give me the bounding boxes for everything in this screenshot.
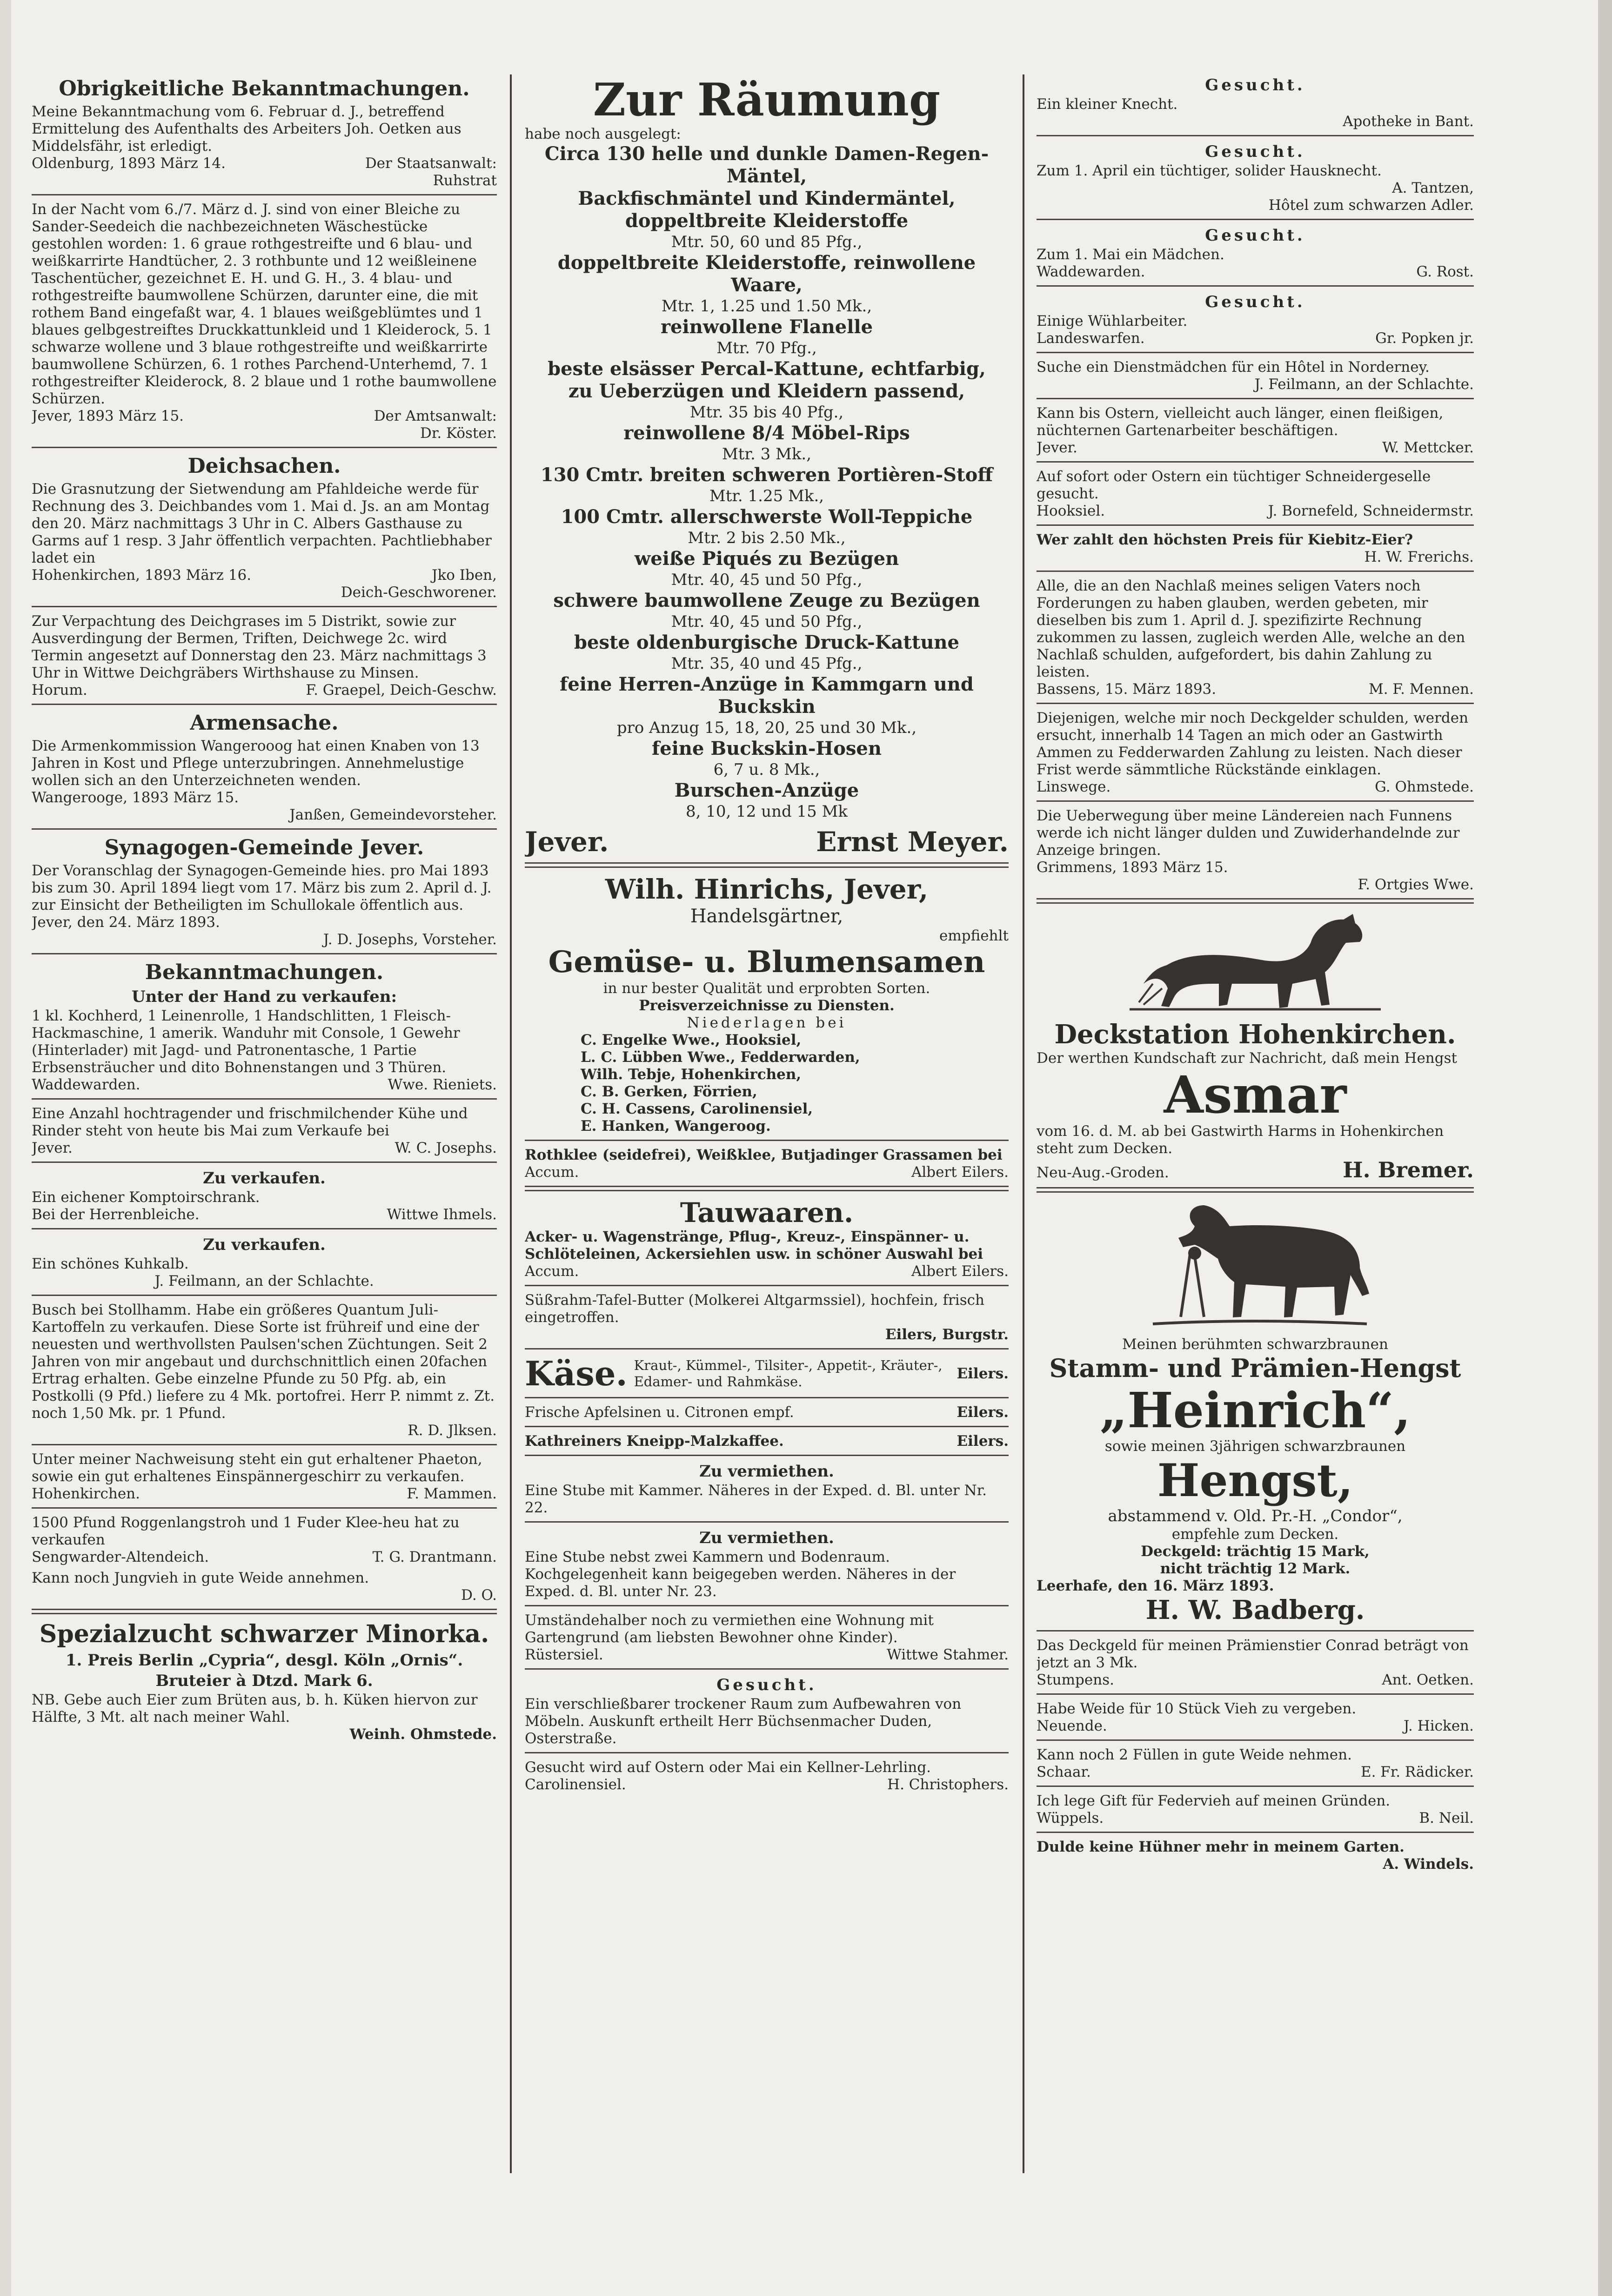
- notice-signature: B. Neil.: [1419, 1810, 1474, 1826]
- advert-line: abstammend v. Old. Pr.-H. „Condor“,: [1108, 1507, 1403, 1525]
- divider: [1037, 898, 1474, 904]
- advert-heading: Wilh. Hinrichs, Jever,: [605, 873, 929, 905]
- notice: [32, 201, 497, 442]
- divider: [525, 1605, 1009, 1606]
- notice: [1037, 531, 1474, 566]
- notice-body: Ein schönes Kuhkalb.: [32, 1255, 189, 1272]
- notice-body: Busch bei Stollhamm. Habe ein größeres Quantum Juli-Kartoffeln zu verkaufen. Diese Sorte ist frühreif und eine der neuesten und werthvollsten Paulsen'schen Züchtungen. Seit 2 Jahren von mir angebaut und durchschnittlich einen 20fachen Ertrag erhalten. Gebe einzelne Pfunde zu 50 Pfg. ab, ein Postkolli (9 Pfd.) liefere zu 4 Mk. portofrei. Herr P. nimmt z. Zt. noch 1,50 Mk. pr. 1 Pfund.: [32, 1302, 495, 1422]
- notice-signature: Janßen, Gemeindevorsteher.: [289, 806, 497, 823]
- stallion-name: Asmar: [1164, 1065, 1347, 1125]
- divider: [1037, 135, 1474, 136]
- notice-signature: E. Fr. Rädicker.: [1360, 1764, 1474, 1780]
- depot-list-item: C. Engelke Wwe., Hooksiel,: [581, 1032, 802, 1048]
- notice: [525, 1462, 1009, 1517]
- divider: [32, 1161, 497, 1163]
- notice-body: 1 kl. Kochherd, 1 Leinenrolle, 1 Handschlitten, 1 Fleisch-Hackmaschine, 1 amerik. Wanduhr mit Console, 1 Gewehr (Hinterlader) mit Jagd- und Patronentasche, 1 Partie Erbsensträucher und dito Bohnenstangen und 3 Thüren.: [32, 1007, 460, 1076]
- advert-item-line: Backfischmäntel und Kindermäntel,: [578, 188, 956, 209]
- advert-item-line: feine Buckskin-Hosen: [652, 738, 882, 759]
- advert-place: Leerhafe, den 16. März 1893.: [1037, 1578, 1274, 1594]
- advert-line: Meinen berühmten schwarzbraunen: [1122, 1336, 1388, 1353]
- notice-place: Hohenkirchen.: [32, 1485, 140, 1502]
- notice: [1037, 577, 1474, 698]
- advert-line: empfiehlt: [939, 927, 1009, 944]
- notice: [1037, 292, 1474, 347]
- notice-body: Kann bis Ostern, vielleicht auch länger, einen fleißigen, nüchternen Gartenarbeiter beschäftigen.: [1037, 405, 1444, 439]
- notice-place: Waddewarden.: [32, 1076, 140, 1093]
- notice-body: In der Nacht vom 6./7. März d. J. sind von einer Bleiche zu Sander-Seedeich die nachbezeichneten Wäschestücke gestohlen worden: 1. 6 graue rothgestreifte und 6 blau- und weißkarrirte Handtücher, 2. 3 rothbunte und 12 weißleinene Taschentücher, gezeichnet E. H. und G. H., 3. 4 blau- und rothgestreifte baumwollene Schürzen, darunter eine, die mit rothem Band eingefaßt war, 4. 1 blaues weißgeblümtes und 1 blaues gelbgestreiftes Druckkattunkleid und 1 Kleiderock, 5. 1 schwarze wollene und 3 blaue rothgestreifte und weißkarrirte baumwollene Schürzen, 6. 1 rothes Parchend-Unterhemd, 7. 1 rothgestreifter Kleiderock, 8. 2 blaue und 1 rothe baumwollene Schürzen.: [32, 201, 497, 407]
- notice-body: Unter meiner Nachweisung steht ein gut erhaltener Phaeton, sowie ein gut erhaltenes Einspännergeschirr zu verkaufen.: [32, 1451, 482, 1485]
- divider: [32, 1295, 497, 1296]
- notice-signature: Wwe. Rieniets.: [388, 1076, 497, 1093]
- notice-place: Neuende.: [1037, 1718, 1107, 1734]
- notice-body: Eine Stube nebst zwei Kammern und Bodenraum. Kochgelegenheit kann beigegeben werden. Näheres in der Exped. d. Bl. unter Nr. 23.: [525, 1549, 956, 1600]
- notice-heading: Zu verkaufen.: [203, 1235, 326, 1254]
- notice: [32, 1514, 497, 1566]
- notice-place: Accum.: [525, 1263, 579, 1280]
- notice-body: Das Deckgeld für meinen Prämienstier Conrad beträgt von jetzt an 3 Mk.: [1037, 1637, 1469, 1671]
- advert-price-line: Mtr. 35, 40 und 45 Pfg.,: [671, 654, 863, 673]
- notice: [1037, 1792, 1474, 1827]
- advert-item-line: Circa 130 helle und dunkle Damen-Regen-: [544, 143, 989, 165]
- notice: [1037, 807, 1474, 893]
- notice-body: Acker- u. Wagenstränge, Pflug-, Kreuz-, Einspänner- u. Schlöteleinen, Ackersiehlen usw. in schöner Auswahl bei: [525, 1229, 983, 1262]
- notice-body: Suche ein Dienstmädchen für ein Hôtel in Norderney.: [1037, 359, 1430, 376]
- divider: [32, 704, 497, 705]
- advert-item-line: Burschen-Anzüge: [674, 779, 859, 801]
- notice-signature: Deich-Geschworener.: [341, 584, 497, 601]
- notice-place: Oldenburg, 1893 März 14.: [32, 155, 226, 172]
- advert-item-line: doppeltbreite Kleiderstoffe, reinwollene Waare,: [557, 252, 976, 296]
- notice-body: Zur Verpachtung des Deichgrases im 5 Distrikt, sowie zur Ausverdingung der Bermen, Triften, Deichwege 2c. wird Termin angesetzt auf Donnerstag den 23. März nachmittags 3 Uhr in Wittwe Deichgräbers Wirthshause zu Minsen.: [32, 613, 487, 681]
- notice: [525, 1433, 1009, 1450]
- notice-signature: Gr. Popken jr.: [1375, 330, 1474, 347]
- advert-item-line: 100 Cmtr. allerschwerste Woll-Teppiche: [561, 506, 973, 528]
- notice-heading: Tauwaaren.: [680, 1197, 854, 1229]
- notice: [525, 1292, 1009, 1343]
- advert-price-line: Mtr. 40, 45 und 50 Pfg.,: [671, 612, 863, 631]
- notice-signature: T. G. Drantmann.: [372, 1549, 497, 1565]
- advert-line: Preisverzeichnisse zu Diensten.: [639, 997, 895, 1014]
- notice-signature: J. Feilmann, an der Schlachte.: [1254, 376, 1474, 393]
- horse-woodcut-icon: [1125, 1198, 1385, 1333]
- notice-body: Kann noch 2 Füllen in gute Weide nehmen.: [1037, 1746, 1352, 1763]
- notice-place: Hooksiel.: [1037, 503, 1105, 519]
- advert-item-line: doppeltbreite Kleiderstoffe: [625, 210, 909, 232]
- divider: [1037, 1739, 1474, 1741]
- advert-price-line: Mtr. 1, 1.25 und 1.50 Mk.,: [661, 297, 872, 316]
- advert-line: in nur bester Qualität und erprobten Sorten.: [603, 980, 930, 997]
- advert-item-line: schwere baumwollene Zeuge zu Bezügen: [553, 590, 980, 611]
- notice-place: Bassens, 15. März 1893.: [1037, 681, 1217, 698]
- notice-body: Wer zahlt den höchsten Preis für Kiebitz-Eier?: [1037, 531, 1413, 548]
- notice-body: Ein verschließbarer trockener Raum zum Aufbewahren von Möbeln. Auskunft ertheilt Herr Büchsenmacher Duden, Osterstraße.: [525, 1696, 962, 1747]
- depot-list-item: C. H. Cassens, Carolinensiel,: [581, 1101, 813, 1117]
- notice-body: Habe Weide für 10 Stück Vieh zu vergeben.: [1037, 1700, 1357, 1717]
- notice-signature: Hôtel zum schwarzen Adler.: [1268, 197, 1474, 214]
- divider: [1037, 524, 1474, 526]
- notice-signature: Der Staatsanwalt:: [365, 155, 497, 172]
- notice: [525, 1675, 1009, 1747]
- notice-body: Kraut-, Kümmel-, Tilsiter-, Appetit-, Kräuter-, Edamer- und Rahmkäse.: [634, 1357, 943, 1390]
- notice-signature: Dr. Köster.: [420, 425, 497, 442]
- notice-heading: Gesucht.: [716, 1676, 817, 1694]
- depot-list-item: C. B. Gerken, Förrien,: [581, 1083, 757, 1100]
- divider: [525, 1668, 1009, 1670]
- notice-body: Eine Anzahl hochtragender und frischmilchender Kühe und Rinder steht von heute bis Mai zum Verkaufe bei: [32, 1105, 468, 1139]
- notice: [1037, 75, 1474, 130]
- notice-line: Bruteier à Dtzd. Mark 6.: [155, 1672, 373, 1690]
- advert-item-line: weiße Piqués zu Bezügen: [634, 548, 899, 570]
- advert-price-line: Mtr. 35 bis 40 Pfg.,: [689, 403, 844, 422]
- notice-signature: H. W. Frerichs.: [1364, 549, 1474, 565]
- advert-heading: Hengst,: [1157, 1454, 1353, 1507]
- notice-place: Carolinensiel.: [525, 1776, 626, 1793]
- notice-signature: Ant. Oetken.: [1382, 1672, 1474, 1688]
- notice: [32, 1302, 497, 1439]
- notice: [1037, 359, 1474, 393]
- divider: [1037, 800, 1474, 802]
- advert-subheading: Handelsgärtner,: [690, 906, 843, 927]
- notice-place: Wüppels.: [1037, 1810, 1104, 1826]
- notice-signature: Wittwe Ihmels.: [387, 1206, 497, 1223]
- notice: [32, 1451, 497, 1503]
- notice: [32, 1620, 497, 1743]
- notice-place: Waddewarden.: [1037, 263, 1145, 280]
- depot-list-item: L. C. Lübben Wwe., Fedderwarden,: [581, 1049, 860, 1066]
- advert-item-line: reinwollene 8/4 Möbel-Rips: [623, 422, 910, 444]
- notice-signature: Albert Eilers.: [911, 1164, 1009, 1181]
- notice-body: Rothklee (seidefrei), Weißklee, Butjadinger Grassamen bei: [525, 1147, 1003, 1163]
- notice-signature: F. Graepel, Deich-Geschw.: [306, 682, 497, 698]
- notice-place: Linswege.: [1037, 779, 1111, 795]
- advert-line: Niederlagen bei: [687, 1014, 847, 1031]
- notice-heading: Zu vermiethen.: [699, 1462, 834, 1481]
- divider: [32, 953, 497, 954]
- advert-price-line: pro Anzug 15, 18, 20, 25 und 30 Mk.,: [616, 718, 917, 737]
- advert-heinrich: [1037, 1336, 1474, 1625]
- divider: [1037, 571, 1474, 572]
- notice-heading: Deichsachen.: [187, 454, 341, 478]
- divider: [525, 1521, 1009, 1523]
- notice: [1037, 142, 1474, 214]
- notice-place: Stumpens.: [1037, 1672, 1114, 1688]
- notice: [32, 613, 497, 699]
- notice-place: Horum.: [32, 682, 87, 698]
- notice-body: Eine Stube mit Kammer. Näheres in der Exped. d. Bl. unter Nr. 22.: [525, 1482, 987, 1516]
- notice-body: NB. Gebe auch Eier zum Brüten aus, b. h. Küken hiervon zur Hälfte, 3 Mt. alt nach meiner Wahl.: [32, 1692, 478, 1725]
- notice-body: Umständehalber noch zu vermiethen eine Wohnung mit Gartengrund (am liebsten Bewohner ohne Kinder).: [525, 1612, 934, 1646]
- advert-price-line: Mtr. 1.25 Mk.,: [709, 487, 824, 505]
- divider: [1037, 398, 1474, 399]
- divider: [1037, 285, 1474, 287]
- notice-place: Jever, 1893 März 15.: [32, 408, 184, 424]
- notice-signature: R. D. Jlksen.: [408, 1422, 497, 1439]
- advert-item-line: feine Herren-Anzüge in Kammgarn und: [560, 673, 974, 695]
- notice-place: Hohenkirchen, 1893 März 16.: [32, 567, 252, 584]
- divider: [525, 1426, 1009, 1427]
- notice-heading: Gesucht.: [1205, 293, 1305, 311]
- column-rule: [510, 74, 512, 2173]
- notice: [525, 1197, 1009, 1280]
- notice-signature: F. Mammen.: [407, 1485, 497, 1502]
- divider: [525, 1455, 1009, 1456]
- notice-body: Kann noch Jungvieh in gute Weide annehmen.: [32, 1570, 369, 1586]
- divider: [1037, 219, 1474, 220]
- notice-heading: Käse.: [525, 1354, 628, 1393]
- notice-signature: H. Christophers.: [887, 1776, 1009, 1793]
- notice: [32, 1235, 497, 1290]
- notice-signature: Apotheke in Bant.: [1343, 113, 1474, 130]
- notice-signature: Eilers, Burgstr.: [885, 1326, 1009, 1343]
- notice-heading: Armensache.: [190, 711, 339, 735]
- divider: [32, 1228, 497, 1229]
- notice-heading: Gesucht.: [1205, 76, 1305, 94]
- notice-signature: W. Mettcker.: [1382, 439, 1474, 456]
- divider: [1037, 1630, 1474, 1631]
- notice: [1037, 468, 1474, 520]
- notice: [1037, 1700, 1474, 1735]
- notice: [32, 835, 497, 948]
- divider: [525, 1348, 1009, 1349]
- notice: [525, 1759, 1009, 1793]
- notice-body: Einige Wühlarbeiter.: [1037, 313, 1188, 329]
- notice-body: Alle, die an den Nachlaß meines seligen Vaters noch Forderungen zu haben glauben, werden gebeten, mir dieselben bis zum 1. April d. J. spezifizirte Rechnung zukommen zu lassen, zugleich werden Alle, welche an den Nachlaß schulden, aufgefordert, bis dahin Zahlung zu leisten.: [1037, 577, 1465, 680]
- advert-body: vom 16. d. M. ab bei Gastwirth Harms in Hohenkirchen steht zum Decken.: [1037, 1123, 1444, 1157]
- notice-heading: Bekanntmachungen.: [145, 960, 384, 984]
- advert-item-line: zu Ueberzügen und Kleidern passend,: [568, 380, 965, 402]
- notice-signature: A. Tantzen,: [1392, 180, 1474, 196]
- notice-signature: J. Feilmann, an der Schlachte.: [154, 1273, 374, 1289]
- column-middle: [525, 74, 1009, 2192]
- notice-place: Accum.: [525, 1164, 579, 1181]
- notice: [1037, 710, 1474, 796]
- advert-price-line: 8, 10, 12 und 15 Mk: [685, 802, 848, 821]
- notice-heading: Synagogen-Gemeinde Jever.: [104, 836, 424, 859]
- notice-heading: Zu verkaufen.: [203, 1169, 326, 1188]
- notice-body: Auf sofort oder Ostern ein tüchtiger Schneidergeselle gesucht.: [1037, 468, 1431, 502]
- notice-place: Sengwarder-Altendeich.: [32, 1549, 209, 1565]
- divider: [32, 1507, 497, 1509]
- column-left: [32, 74, 497, 2192]
- advert-heading: Zur Räumung: [593, 74, 941, 126]
- notice-body: Kathreiners Kneipp-Malzkaffee.: [525, 1433, 784, 1450]
- scan-left-edge: [0, 0, 11, 2296]
- advert-item-line: Buckskin: [718, 696, 816, 718]
- advert-heading: Stamm- und Prämien-Hengst: [1049, 1353, 1461, 1383]
- notice: [32, 1570, 497, 1604]
- notice: [1037, 1746, 1474, 1781]
- notice-body: Ein eichener Komptoirschrank.: [32, 1189, 260, 1206]
- notice-place: Rüstersiel.: [525, 1646, 603, 1663]
- notice-signature: F. Ortgies Wwe.: [1358, 876, 1474, 893]
- notice-signature: G. Ohmstede.: [1375, 779, 1474, 795]
- scan-right-edge: [1598, 0, 1612, 2296]
- advert-item-line: reinwollene Flanelle: [660, 316, 873, 338]
- advert-hinrichs: [525, 873, 1009, 1135]
- advert-item-list: [525, 143, 1009, 821]
- notice: [32, 1168, 497, 1223]
- notice-signature: Eilers.: [956, 1433, 1009, 1450]
- divider: [1037, 1693, 1474, 1695]
- notice-body: 1500 Pfund Roggenlangstroh und 1 Fuder Klee-heu hat zu verkaufen: [32, 1514, 460, 1548]
- horse-woodcut-icon: [1111, 909, 1399, 1016]
- notice-place: Bei der Herrenbleiche.: [32, 1206, 200, 1223]
- notice: [32, 76, 497, 189]
- depot-list-item: E. Hanken, Wangeroog.: [581, 1118, 771, 1135]
- divider: [525, 862, 1009, 868]
- advert-deckstation: [1037, 1019, 1474, 1182]
- advert-price-line: Mtr. 70 Pfg.,: [716, 339, 817, 357]
- notice-body: Die Ueberwegung über meine Ländereien nach Funnens werde ich nicht länger dulden und Zuwiderhandelnde zur Anzeige bringen.: [1037, 807, 1460, 859]
- notice-body: Der Voranschlag der Synagogen-Gemeinde hies. pro Mai 1893 bis zum 30. April 1894 liegt vom 17. März bis zum 2. April d. J. zur Einsicht der Betheiligten im Schullokale öffentlich aus.: [32, 862, 492, 913]
- advert-subheading: habe noch ausgelegt:: [525, 126, 681, 142]
- advert-line: sowie meinen 3jährigen schwarzbraunen: [1104, 1438, 1406, 1455]
- notice-place: Jever.: [32, 1140, 73, 1156]
- divider: [525, 1186, 1009, 1191]
- advert-product: Gemüse- u. Blumensamen: [548, 945, 985, 980]
- notice-signature: J. Hicken.: [1404, 1718, 1474, 1734]
- notice-body: Zum 1. Mai ein Mädchen.: [1037, 246, 1224, 263]
- advert-item-line: Mäntel,: [726, 165, 807, 187]
- notice: [32, 960, 497, 1094]
- notice-signature: Wittwe Stahmer.: [886, 1646, 1009, 1663]
- advert-line: nicht trächtig 12 Mark.: [1160, 1560, 1351, 1577]
- notice-signature: Ruhstrat: [433, 172, 497, 189]
- advert-place: Neu-Aug.-Groden.: [1037, 1164, 1169, 1181]
- notice-body: Ich lege Gift für Federvieh auf meinen Gründen.: [1037, 1792, 1391, 1809]
- advert-item-line: beste elsässer Percal-Kattune, echtfarbig,: [548, 358, 986, 380]
- divider: [32, 1098, 497, 1100]
- notice: [525, 1404, 1009, 1421]
- divider: [1037, 461, 1474, 463]
- notice-signature: Eilers.: [956, 1404, 1009, 1421]
- notice-body: Meine Bekanntmachung vom 6. Februar d. J., betreffend Ermittelung des Aufenthalts des Arbeiters Joh. Oetken aus Middelsfähr, ist erledigt.: [32, 103, 462, 154]
- notice-signature: G. Rost.: [1416, 263, 1474, 280]
- divider: [32, 828, 497, 830]
- notice-place: Wangerooge, 1893 März 15.: [32, 789, 239, 806]
- notice-body: Ein kleiner Knecht.: [1037, 96, 1178, 113]
- advert-item-line: beste oldenburgische Druck-Kattune: [574, 631, 959, 653]
- notice-signature: Der Amtsanwalt:: [374, 408, 497, 424]
- notice-body: Süßrahm-Tafel-Butter (Molkerei Altgarmssiel), hochfein, frisch eingetroffen.: [525, 1292, 984, 1326]
- newspaper-page: [32, 47, 1474, 2192]
- notice-body: Gesucht wird auf Ostern oder Mai ein Kellner-Lehrling.: [525, 1759, 931, 1776]
- depot-list-item: Wilh. Tebje, Hohenkirchen,: [581, 1066, 802, 1083]
- notice-signature: A. Windels.: [1383, 1856, 1474, 1873]
- column-right: [1037, 74, 1474, 2192]
- notice: [1037, 1637, 1474, 1689]
- notice: [525, 1355, 1009, 1392]
- notice: [525, 1147, 1009, 1181]
- notice-body: Zum 1. April ein tüchtiger, solider Hausknecht.: [1037, 162, 1382, 179]
- divider: [32, 194, 497, 195]
- divider: [1037, 1187, 1474, 1193]
- divider: [1037, 1832, 1474, 1833]
- notice-line: 1. Preis Berlin „Cypria“, desgl. Köln „Ornis“.: [65, 1651, 463, 1670]
- notice-signature: Jko Iben,: [432, 567, 497, 584]
- notice-body: Dulde keine Hühner mehr in meinem Garten.: [1037, 1839, 1405, 1855]
- divider: [32, 447, 497, 448]
- notice-signature: Eilers.: [956, 1365, 1009, 1382]
- notice-heading: Gesucht.: [1205, 142, 1305, 161]
- notice-place: Jever, den 24. März 1893.: [32, 914, 220, 931]
- notice-body: Frische Apfelsinen u. Citronen empf.: [525, 1404, 794, 1421]
- divider: [525, 1140, 1009, 1141]
- advert-price-line: Mtr. 3 Mk.,: [722, 445, 812, 463]
- advert-body: Der werthen Kundschaft zur Nachricht, daß mein Hengst: [1037, 1050, 1457, 1067]
- advert-firm: Ernst Meyer.: [816, 826, 1009, 858]
- notice-heading: Obrigkeitliche Bekanntmachungen.: [59, 77, 470, 101]
- notice: [32, 454, 497, 601]
- notice: [32, 1105, 497, 1157]
- notice-signature: J. Bornefeld, Schneidermstr.: [1268, 503, 1474, 519]
- column-rule: [1023, 74, 1024, 2173]
- notice-body: Diejenigen, welche mir noch Deckgelder schulden, werden ersucht, innerhalb 14 Tagen an mich oder an Gastwirth Ammen zu Fedderwarden Zahlung zu leisten. Nach dieser Frist werde sämmtliche Rückstände einklagen.: [1037, 710, 1469, 778]
- notice-body: Die Grasnutzung der Sietwendung am Pfahldeiche werde für Rechnung des 3. Deichbandes vom 1. Mai d. Js. an am Montag den 20. März nachmittags 3 Uhr in C. Albers Gasthause zu Garms auf 1 resp. 3 Jahr öffentlich verpachten. Pachtliebhaber ladet ein: [32, 481, 492, 566]
- advert-line: empfehle zum Decken.: [1171, 1526, 1339, 1543]
- divider: [525, 1397, 1009, 1398]
- divider: [525, 1752, 1009, 1753]
- advert-depot-list: [525, 1032, 1009, 1135]
- divider: [1037, 703, 1474, 704]
- notice-signature: M. F. Mennen.: [1368, 681, 1474, 698]
- notice-signature: D. O.: [461, 1587, 497, 1604]
- notice-body: Die Armenkommission Wangerooog hat einen Knaben von 13 Jahren in Kost und Pflege unterzubringen. Annehmelustige wollen sich an den Unterzeichneten wenden.: [32, 738, 480, 789]
- notice-place: Schaar.: [1037, 1764, 1091, 1780]
- advert-price-line: Mtr. 50, 60 und 85 Pfg.,: [671, 233, 863, 251]
- notice-signature: J. D. Josephs, Vorsteher.: [323, 931, 497, 948]
- notice: [1037, 405, 1474, 457]
- divider: [32, 1444, 497, 1445]
- advert-raeumung: [525, 74, 1009, 858]
- advert-price-line: Mtr. 2 bis 2.50 Mk.,: [688, 529, 846, 547]
- notice-heading: Spezialzucht schwarzer Minorka.: [39, 1620, 489, 1648]
- divider: [1037, 1786, 1474, 1787]
- divider: [32, 1609, 497, 1614]
- advert-item-line: 130 Cmtr. breiten schweren Portièren-Stoff: [540, 464, 993, 486]
- notice: [1037, 1839, 1474, 1873]
- notice-heading: Gesucht.: [1205, 226, 1305, 245]
- notice-subheading: Unter der Hand zu verkaufen:: [131, 987, 397, 1006]
- notice-heading: Zu vermiethen.: [699, 1529, 834, 1547]
- notice-place: Jever.: [1037, 439, 1077, 456]
- notice-signature: W. C. Josephs.: [395, 1140, 497, 1156]
- notice: [1037, 226, 1474, 281]
- advert-price-line: Mtr. 40, 45 und 50 Pfg.,: [671, 571, 863, 589]
- notice: [32, 711, 497, 824]
- notice-place: Grimmens, 1893 März 15.: [1037, 859, 1228, 876]
- notice: [525, 1612, 1009, 1664]
- divider: [32, 606, 497, 607]
- advert-price-line: 6, 7 u. 8 Mk.,: [713, 760, 820, 779]
- advert-line: Deckgeld: trächtig 15 Mark,: [1141, 1543, 1370, 1560]
- notice: [525, 1528, 1009, 1600]
- divider: [1037, 352, 1474, 353]
- advert-signature: H. W. Badberg.: [1145, 1595, 1365, 1625]
- divider: [525, 1285, 1009, 1286]
- advert-heading: Deckstation Hohenkirchen.: [1054, 1019, 1456, 1050]
- notice-signature: Albert Eilers.: [911, 1263, 1009, 1280]
- advert-signature: H. Bremer.: [1343, 1157, 1474, 1182]
- notice-signature: Weinh. Ohmstede.: [349, 1726, 497, 1743]
- notice-place: Landeswarfen.: [1037, 330, 1145, 347]
- advert-place: Jever.: [525, 826, 609, 858]
- stallion-name: „Heinrich“,: [1099, 1382, 1411, 1439]
